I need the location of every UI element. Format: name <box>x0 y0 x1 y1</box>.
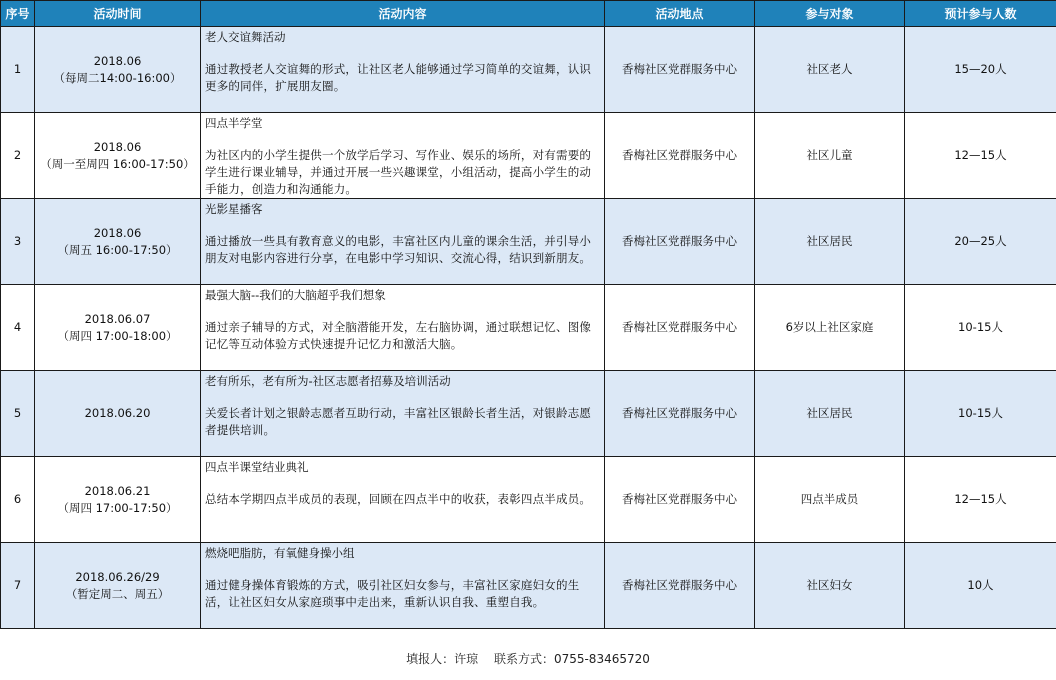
row-date: 2018.06 <box>93 53 142 68</box>
table-row <box>1 27 1056 113</box>
row-place: 香梅社区党群服务中心 <box>605 113 755 199</box>
header-count: 预计参与人数 <box>905 1 1056 27</box>
row-seq: 3 <box>1 199 35 285</box>
row-time <box>35 543 201 629</box>
row-count: 12—15人 <box>905 113 1056 199</box>
header-place: 活动地点 <box>605 1 755 27</box>
row-time-detail: （周五 16:00-17:50） <box>57 242 178 257</box>
activity-description: 通过教授老人交谊舞的形式，让社区老人能够通过学习简单的交谊舞，认识更多的同伴，扩展朋友圈。 <box>205 62 592 93</box>
table-row <box>1 285 1056 371</box>
activity-description: 为社区内的小学生提供一个放学后学习、写作业、娱乐的场所，对有需要的学生进行课业辅导，并通过开展一些兴趣课堂，小组活动，提高小学生的动手能力，创造力和沟通能力。 <box>205 148 592 196</box>
table-row <box>1 199 1056 285</box>
row-seq: 4 <box>1 285 35 371</box>
row-place: 香梅社区党群服务中心 <box>605 457 755 543</box>
row-time-detail: （周四 17:00-18:00） <box>57 328 178 343</box>
activity-title: 老有所乐，老有所为-社区志愿者招募及培训活动 <box>205 374 451 388</box>
row-date: 2018.06.07 <box>84 311 151 326</box>
row-count: 12—15人 <box>905 457 1056 543</box>
report-footer <box>0 650 1056 667</box>
activity-title: 四点半课堂结业典礼 <box>205 460 309 474</box>
row-count: 15—20人 <box>905 27 1056 113</box>
header-content: 活动内容 <box>201 1 605 27</box>
table-row <box>1 543 1056 629</box>
row-content <box>201 113 605 199</box>
row-count: 20—25人 <box>905 199 1056 285</box>
row-target: 6岁以上社区家庭 <box>755 285 905 371</box>
row-time-detail: （周一至周四 16:00-17:50） <box>40 156 195 171</box>
table-row <box>1 457 1056 543</box>
activity-title: 老人交谊舞活动 <box>205 30 286 44</box>
activity-description: 通过亲子辅导的方式，对全脑潜能开发，左右脑协调，通过联想记忆、图像记忆等互动体验方式快速提升记忆力和激活大脑。 <box>205 320 592 351</box>
row-seq: 6 <box>1 457 35 543</box>
activity-title: 四点半学堂 <box>205 116 263 130</box>
activity-title: 燃烧吧脂肪，有氧健身操小组 <box>205 546 355 560</box>
activity-description: 总结本学期四点半成员的表现，回顾在四点半中的收获，表彰四点半成员。 <box>205 492 592 506</box>
row-count: 10人 <box>905 543 1056 629</box>
row-time <box>35 285 201 371</box>
row-target: 社区居民 <box>755 199 905 285</box>
row-place: 香梅社区党群服务中心 <box>605 285 755 371</box>
row-target: 四点半成员 <box>755 457 905 543</box>
row-date: 2018.06 <box>93 139 142 154</box>
activity-description: 通过健身操体育锻炼的方式，吸引社区妇女参与，丰富社区家庭妇女的生活，让社区妇女从家庭琐事中走出来，重新认识自我、重塑自我。 <box>205 578 580 609</box>
activity-title: 光影星播客 <box>205 202 263 216</box>
row-content <box>201 285 605 371</box>
row-date: 2018.06 <box>93 225 142 240</box>
header-target: 参与对象 <box>755 1 905 27</box>
contact-label: 联系方式：0755-83465720 <box>493 652 650 666</box>
row-time <box>35 457 201 543</box>
row-content <box>201 199 605 285</box>
reporter-label: 填报人：许琼 <box>406 652 479 666</box>
row-time <box>35 371 201 457</box>
row-time-detail: （周四 17:00-17:50） <box>57 500 178 515</box>
row-content <box>201 457 605 543</box>
row-content <box>201 543 605 629</box>
row-seq: 5 <box>1 371 35 457</box>
row-content <box>201 371 605 457</box>
row-target: 社区居民 <box>755 371 905 457</box>
row-time <box>35 199 201 285</box>
row-seq: 7 <box>1 543 35 629</box>
header-time: 活动时间 <box>35 1 201 27</box>
row-date: 2018.06.21 <box>84 483 151 498</box>
table-row <box>1 371 1056 457</box>
activity-description: 通过播放一些具有教育意义的电影，丰富社区内儿童的课余生活，并引导小朋友对电影内容进行分享，在电影中学习知识、交流心得，结识到新朋友。 <box>205 234 592 265</box>
row-date: 2018.06.20 <box>84 406 151 420</box>
row-place: 香梅社区党群服务中心 <box>605 543 755 629</box>
row-count: 10-15人 <box>905 285 1056 371</box>
row-place: 香梅社区党群服务中心 <box>605 371 755 457</box>
row-date: 2018.06.26/29 <box>75 569 160 584</box>
table-header-row <box>1 1 1056 27</box>
activity-title: 最强大脑--我们的大脑超乎我们想象 <box>205 288 386 302</box>
activity-description: 关爱长者计划之银龄志愿者互助行动，丰富社区银龄长者生活，对银龄志愿者提供培训。 <box>205 406 592 437</box>
row-target: 社区儿童 <box>755 113 905 199</box>
row-content <box>201 27 605 113</box>
table-row <box>1 113 1056 199</box>
row-target: 社区老人 <box>755 27 905 113</box>
row-time <box>35 27 201 113</box>
row-target: 社区妇女 <box>755 543 905 629</box>
row-place: 香梅社区党群服务中心 <box>605 199 755 285</box>
row-time-detail: （每周二14:00-16:00） <box>53 70 182 85</box>
row-time <box>35 113 201 199</box>
row-place: 香梅社区党群服务中心 <box>605 27 755 113</box>
header-seq: 序号 <box>1 1 35 27</box>
row-time-detail: （暂定周二、周五） <box>65 586 170 601</box>
row-count: 10-15人 <box>905 371 1056 457</box>
row-seq: 1 <box>1 27 35 113</box>
row-seq: 2 <box>1 113 35 199</box>
